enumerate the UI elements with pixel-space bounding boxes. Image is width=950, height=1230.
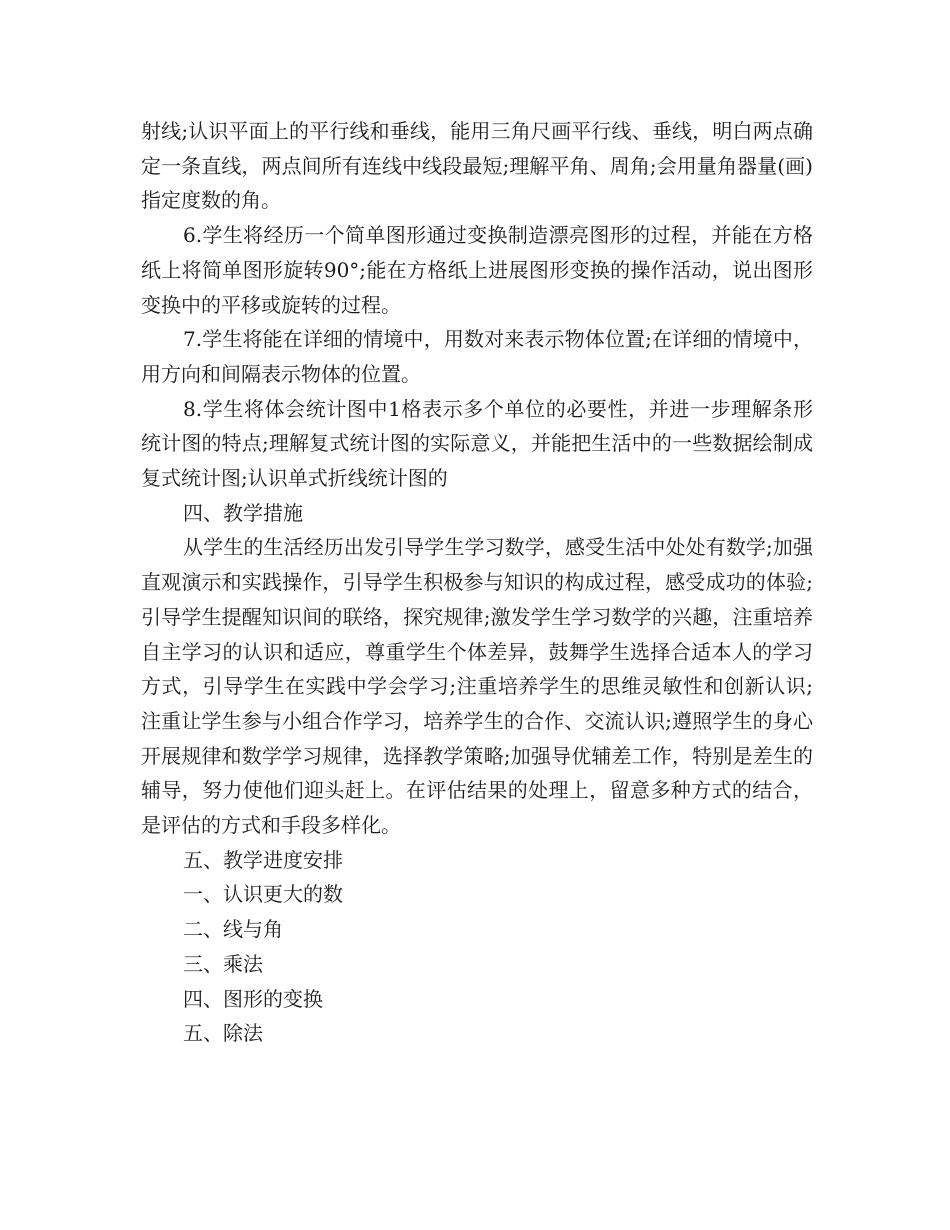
schedule-unit-1: 一、认识更大的数 — [183, 882, 343, 907]
schedule-unit-2: 二、线与角 — [183, 917, 283, 942]
paragraph-item-7-position: 7.学生将能在详细的情境中，用数对来表示物体位置;在详细的情境中，用方向和间隔表示物体的位置。 — [141, 327, 813, 386]
schedule-unit-4: 四、图形的变换 — [183, 986, 323, 1011]
paragraph-item-6-transformations: 6.学生将经历一个简单图形通过变换制造漂亮图形的过程，并能在方格纸上将简单图形旋转90°;能在方格纸上进展图形变换的操作活动，说出图形变换中的平移或旋转的过程。 — [141, 223, 813, 317]
paragraph-item-8-statistics: 8.学生将体会统计图中1格表示多个单位的必要性，并进一步理解条形统计图的特点;理解复式统计图的实际意义，并能把生活中的一些数据绘制成复式统计图;认识单式折线统计图的 — [141, 396, 813, 491]
section-heading-schedule: 五、教学进度安排 — [183, 847, 343, 872]
section-heading-teaching-measures: 四、教学措施 — [183, 500, 303, 525]
schedule-unit-3: 三、乘法 — [183, 951, 263, 976]
schedule-unit-5: 五、除法 — [183, 1021, 263, 1046]
document-body — [141, 114, 813, 1051]
paragraph-teaching-measures: 从学生的生活经历出发引导学生学习数学，感受生活中处处有数学;加强直观演示和实践操作，引导学生积极参与知识的构成过程，感受成功的体验;引导学生提醒知识间的联络，探究规律;激发学生学习数学的兴趣，注重培养自主学习的认识和适应，尊重学生个体差异，鼓舞学生选择合适本人的学习方式，引导学生在实践中学会学习;注重培养学生的思维灵敏性和创新认识;注重让学生参与小组合作学习，培养学生的合作、交流认识;遵照学生的身心开展规律和数学学习规律，选择教学策略;加强导优辅差工作，特别是差生的辅导，努力使他们迎头赶上。在评估结果的处理上，留意多种方式的结合，是评估的方式和手段多样化。 — [141, 535, 813, 838]
paragraph-ray-parallel-lines: 射线;认识平面上的平行线和垂线，能用三角尺画平行线、垂线，明白两点确定一条直线，两点间所有连线中线段最短;理解平角、周角;会用量角器量(画)指定度数的角。 — [141, 119, 813, 213]
